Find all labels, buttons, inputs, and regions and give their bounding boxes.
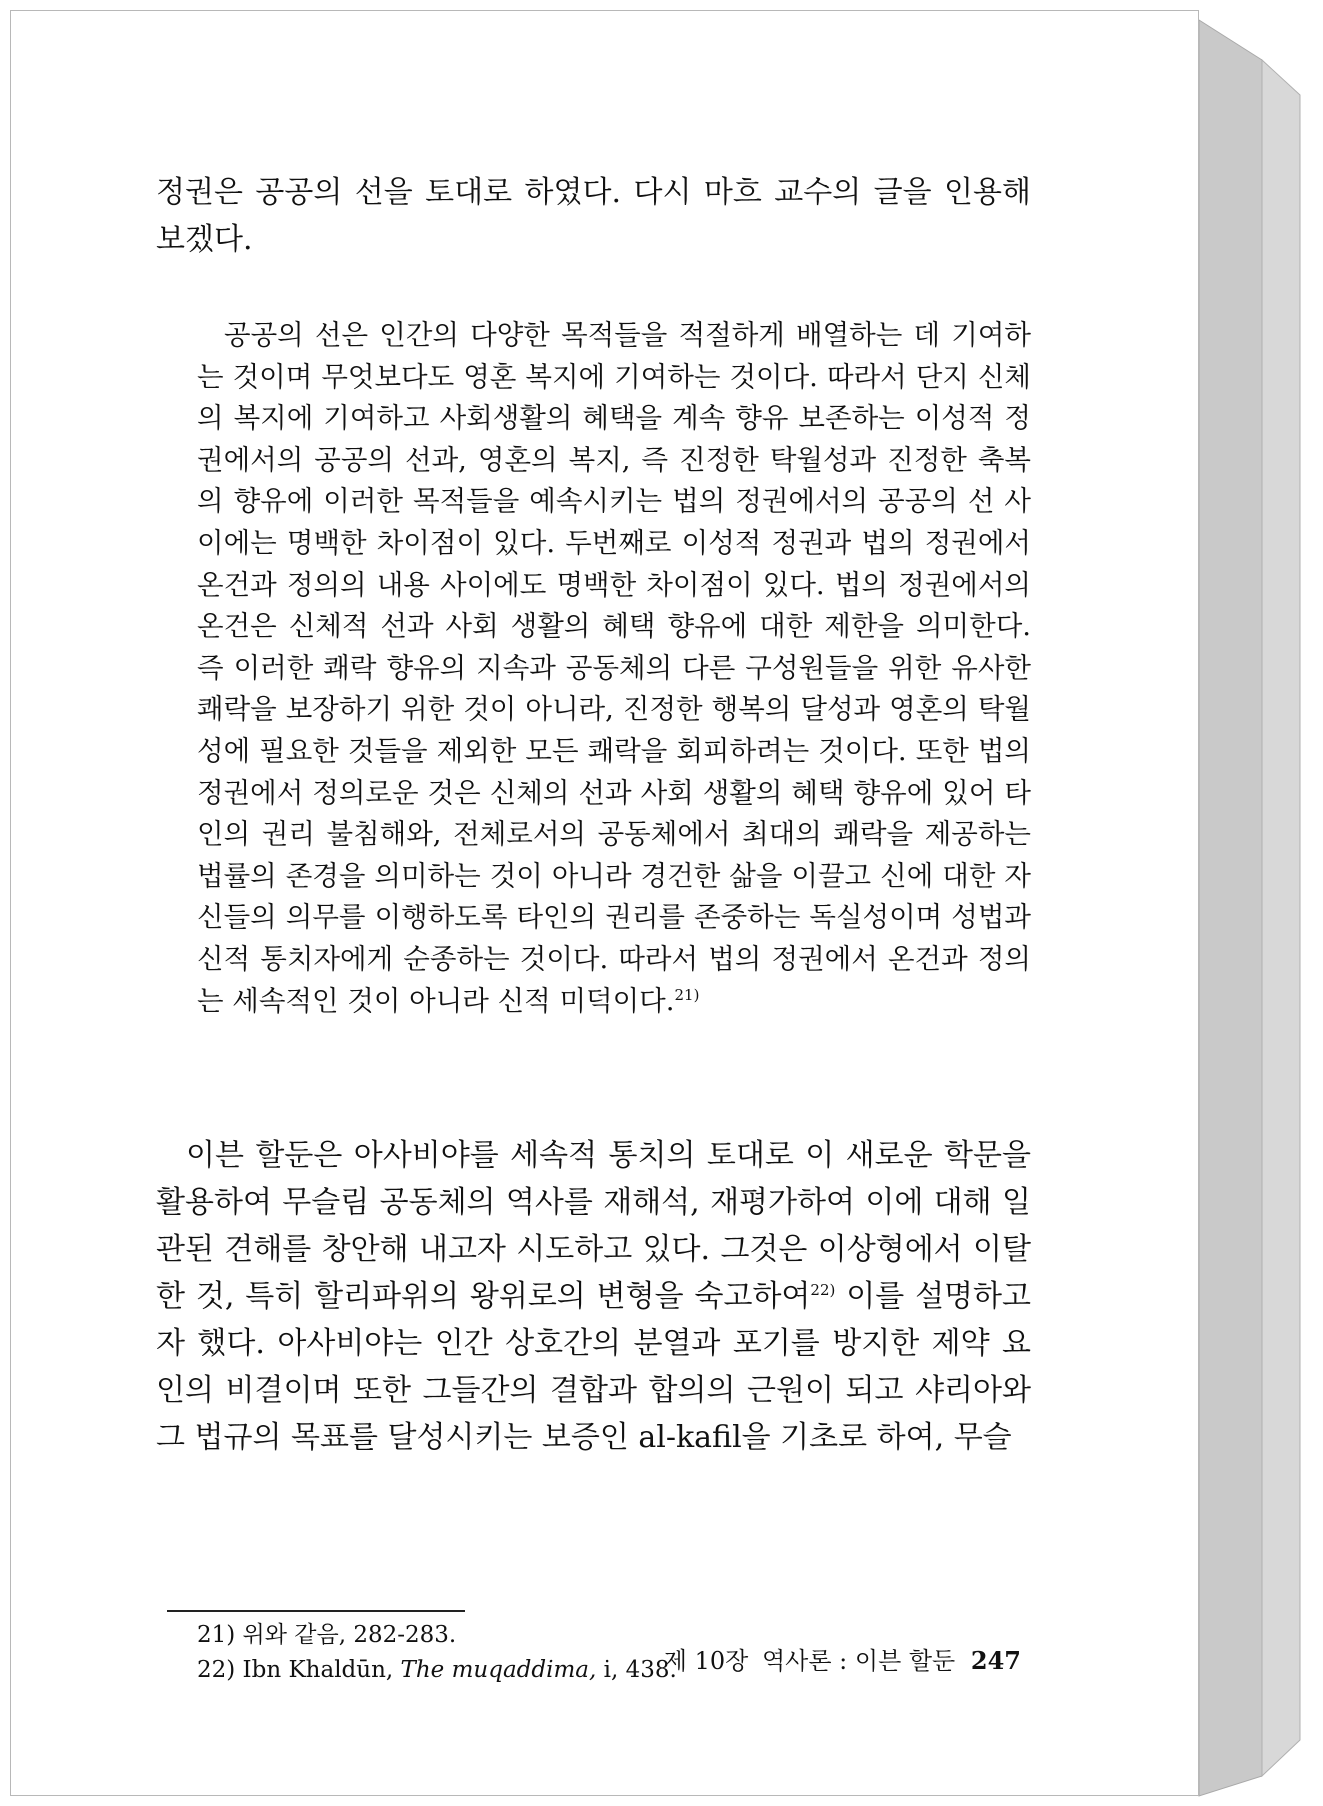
page-footer	[631, 1641, 1021, 1676]
footnote-22-author: 22) Ibn Khaldūn,	[197, 1657, 401, 1683]
block-quote	[197, 315, 1031, 1022]
body-paragraph-2-part-a: 이븐 할둔은 아사비야를 세속적 통치의 토대로 이 새로운 학문을 활용하여 무슬림 공동체의 역사를 재해석, 재평가하여 이에 대해 일관된 견해를 창안해 내고자 시도하고 있다. 그것은 이상형에서 이탈한 것, 특히 할리파위의 왕위로의 변형을 숙고하여	[156, 1138, 1031, 1314]
footer-title: 역사론 : 이븐 할둔	[761, 1647, 956, 1675]
footnote-ref-21[interactable]: 21)	[674, 985, 700, 1004]
book-page	[10, 10, 1199, 1796]
body-paragraph-2	[156, 1132, 1031, 1461]
footer-chapter: 제 10장	[663, 1647, 749, 1675]
footnote-21: 21) 위와 같음, 282-283.	[197, 1622, 457, 1648]
page-number: 247	[970, 1646, 1021, 1675]
body-paragraph-1: 정권은 공공의 선을 토대로 하였다. 다시 마흐 교수의 글을 인용해 보겠다.	[156, 175, 1031, 257]
footnote-divider	[167, 1610, 465, 1612]
footnote-22-page: i, 438.	[596, 1657, 677, 1683]
block-quote-text: 공공의 선은 인간의 다양한 목적들을 적절하게 배열하는 데 기여하는 것이며 무엇보다도 영혼 복지에 기여하는 것이다. 따라서 단지 신체의 복지에 기여하고 사회생활의 혜택을 계속 향유 보존하는 이성적 정권에서의 공공의 선과, 영혼의 복지, 즉 진정한 탁월성과 진정한 축복의 향유에 이러한 목적들을 예속시키는 법의 정권에서의 공공의 선 사이에는 명백한 차이점이 있다. 두번째로 이성적 정권과 법의 정권에서 온건과 정의의 내용 사이에도 명백한 차이점이 있다. 법의 정권에서의 온건은 신체적 선과 사회 생활의 혜택 향유에 대한 제한을 의미한다. 즉 이러한 쾌락 향유의 지속과 공동체의 다른 구성원들을 위한 유사한 쾌락을 보장하기 위한 것이 아니라, 진정한 행복의 달성과 영혼의 탁월성에 필요한 것들을 제외한 모든 쾌락을 회피하려는 것이다. 또한 법의 정권에서 정의로운 것은 신체의 선과 사회 생활의 혜택 향유에 있어 타인의 권리 불침해와, 전체로서의 공동체에서 최대의 쾌락을 제공하는 법률의 존경을 의미하는 것이 아니라 경건한 삶을 이끌고 신에 대한 자신들의 의무를 이행하도록 타인의 권리를 존중하는 독실성이며 성법과 신적 통치자에게 순종하는 것이다. 따라서 법의 정권에서 온건과 정의는 세속적인 것이 아니라 신적 미덕이다.	[197, 319, 1031, 1017]
footnote-ref-22[interactable]: 22)	[810, 1281, 836, 1299]
body-paragraph-2-part-b: 이를 설명하고자 했다. 아사비야는 인간 상호간의 분열과 포기를 방지한 제약 요인의 비결이며 또한 그들간의 결합과 합의의 근원이 되고 샤리아와 그 법규의 목표를 달성시키는 보증인 al-kafil을 기초로 하여, 무슬	[156, 1279, 1031, 1455]
footnote-22-title: The muqaddima,	[400, 1657, 597, 1683]
